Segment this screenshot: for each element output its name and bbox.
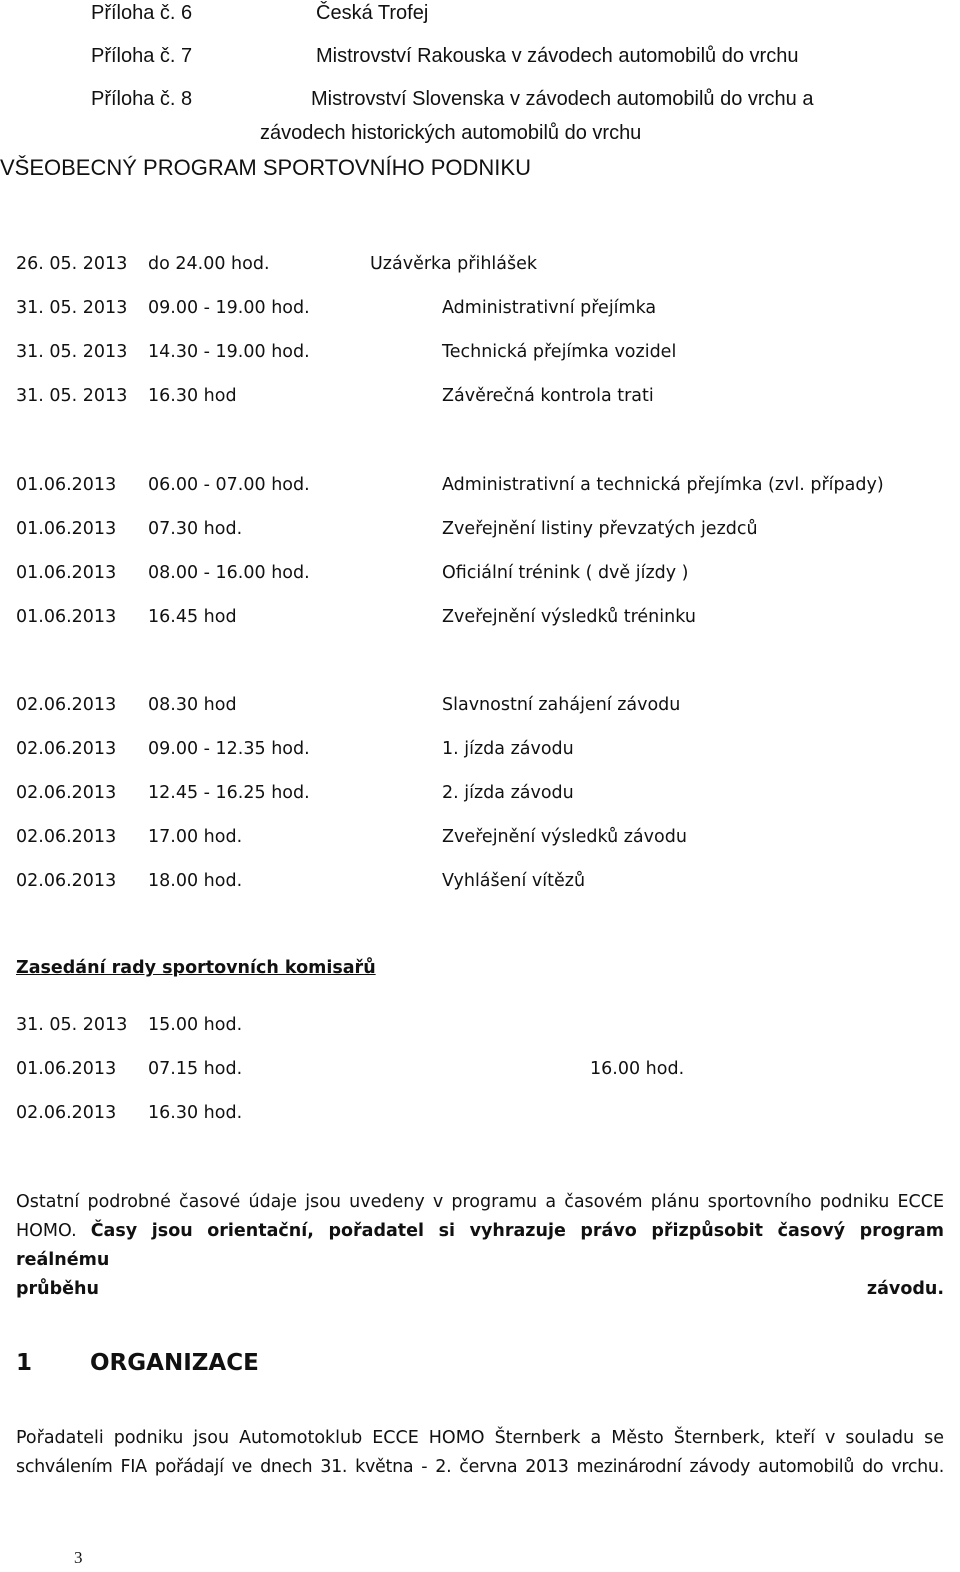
time: 16.30 hod. bbox=[148, 1103, 243, 1123]
date: 02.06.2013 bbox=[16, 739, 117, 759]
time: 15.00 hod. bbox=[148, 1015, 243, 1035]
event: Vyhlášení vítězů bbox=[442, 871, 586, 891]
time: 06.00 - 07.00 hod. bbox=[148, 475, 310, 495]
note-emphasis: Časy jsou orientační, pořadatel si vyhrazuje právo přizpůsobit časový program reálnému bbox=[16, 1221, 944, 1270]
event: Zveřejnění výsledků závodu bbox=[442, 827, 687, 847]
date: 26. 05. 2013 bbox=[16, 254, 128, 274]
schedule-row bbox=[0, 1103, 960, 1127]
appendix-title-continued: závodech historických automobilů do vrchu bbox=[260, 122, 642, 144]
appendix-label: Příloha č. 7 bbox=[91, 45, 193, 67]
event: Administrativní přejímka bbox=[442, 298, 657, 318]
note-text: HOMO. bbox=[16, 1221, 91, 1241]
date: 01.06.2013 bbox=[16, 1059, 117, 1079]
time: 14.30 - 19.00 hod. bbox=[148, 342, 310, 362]
date: 01.06.2013 bbox=[16, 607, 117, 627]
event: Technická přejímka vozidel bbox=[442, 342, 677, 362]
schedule-row bbox=[0, 342, 960, 366]
schedule-row bbox=[0, 739, 960, 763]
time: 09.00 - 12.35 hod. bbox=[148, 739, 310, 759]
schedule-row bbox=[0, 695, 960, 719]
appendix-title: Mistrovství Slovenska v závodech automobilů do vrchu a bbox=[311, 88, 814, 110]
time: 08.00 - 16.00 hod. bbox=[148, 563, 310, 583]
note-line: Ostatní podrobné časové údaje jsou uvedeny v programu a časovém plánu sportovního podniku ECCE bbox=[16, 1192, 944, 1212]
time: 09.00 - 19.00 hod. bbox=[148, 298, 310, 318]
schedule-row bbox=[0, 783, 960, 807]
schedule-row bbox=[0, 1015, 960, 1039]
schedule-row bbox=[0, 519, 960, 543]
paragraph-line: Pořadateli podniku jsou Automotoklub ECCE HOMO Šternberk a Město Šternberk, kteří v souladu se bbox=[16, 1428, 944, 1448]
event: Závěrečná kontrola trati bbox=[442, 386, 654, 406]
schedule-row bbox=[0, 1059, 960, 1083]
date: 31. 05. 2013 bbox=[16, 342, 128, 362]
schedule-row bbox=[0, 254, 960, 278]
schedule-row bbox=[0, 871, 960, 895]
schedule-row bbox=[0, 607, 960, 631]
date: 01.06.2013 bbox=[16, 475, 117, 495]
schedule-row bbox=[0, 386, 960, 410]
event: Slavnostní zahájení závodu bbox=[442, 695, 681, 715]
organization-paragraph bbox=[16, 1424, 944, 1482]
time: 16.30 hod bbox=[148, 386, 237, 406]
date: 02.06.2013 bbox=[16, 1103, 117, 1123]
appendix-label: Příloha č. 8 bbox=[91, 88, 193, 110]
date: 31. 05. 2013 bbox=[16, 386, 128, 406]
event: Zveřejnění listiny převzatých jezdců bbox=[442, 519, 758, 539]
event: Oficiální trénink ( dvě jízdy ) bbox=[442, 563, 689, 583]
schedule-row bbox=[0, 298, 960, 322]
date: 02.06.2013 bbox=[16, 695, 117, 715]
appendix-title: Česká Trofej bbox=[316, 2, 429, 24]
time: 12.45 - 16.25 hod. bbox=[148, 783, 310, 803]
appendix-label: Příloha č. 6 bbox=[91, 2, 193, 24]
paragraph-line: schválením FIA pořádají ve dnech 31. května - 2. června 2013 mezinárodní závody automobilů do vrchu. bbox=[16, 1457, 944, 1477]
section-title: ORGANIZACE bbox=[90, 1350, 259, 1376]
note-paragraph bbox=[16, 1188, 944, 1304]
event: Uzávěrka přihlášek bbox=[370, 254, 538, 274]
time: do 24.00 hod. bbox=[148, 254, 270, 274]
time: 16.45 hod bbox=[148, 607, 237, 627]
time: 17.00 hod. bbox=[148, 827, 243, 847]
second-time: 16.00 hod. bbox=[590, 1059, 685, 1079]
appendix-title: Mistrovství Rakouska v závodech automobilů do vrchu bbox=[316, 45, 799, 67]
date: 31. 05. 2013 bbox=[16, 1015, 128, 1035]
time: 18.00 hod. bbox=[148, 871, 243, 891]
date: 31. 05. 2013 bbox=[16, 298, 128, 318]
date: 02.06.2013 bbox=[16, 827, 117, 847]
time: 07.15 hod. bbox=[148, 1059, 243, 1079]
schedule-row bbox=[0, 475, 960, 499]
date: 02.06.2013 bbox=[16, 871, 117, 891]
note-emphasis: průběhu závodu. bbox=[16, 1279, 944, 1299]
stewards-heading: Zasedání rady sportovních komisařů bbox=[16, 958, 376, 978]
schedule-row bbox=[0, 563, 960, 587]
time: 08.30 hod bbox=[148, 695, 237, 715]
page-number: 3 bbox=[74, 1548, 83, 1567]
event: 2. jízda závodu bbox=[442, 783, 574, 803]
event: Administrativní a technická přejímka (zvl. případy) bbox=[442, 475, 884, 495]
note-line bbox=[16, 1217, 944, 1275]
time: 07.30 hod. bbox=[148, 519, 243, 539]
date: 01.06.2013 bbox=[16, 563, 117, 583]
date: 02.06.2013 bbox=[16, 783, 117, 803]
program-heading: VŠEOBECNÝ PROGRAM SPORTOVNÍHO PODNIKU bbox=[0, 155, 531, 180]
section-number: 1 bbox=[16, 1350, 33, 1376]
event: Zveřejnění výsledků tréninku bbox=[442, 607, 696, 627]
event: 1. jízda závodu bbox=[442, 739, 574, 759]
schedule-row bbox=[0, 827, 960, 851]
date: 01.06.2013 bbox=[16, 519, 117, 539]
